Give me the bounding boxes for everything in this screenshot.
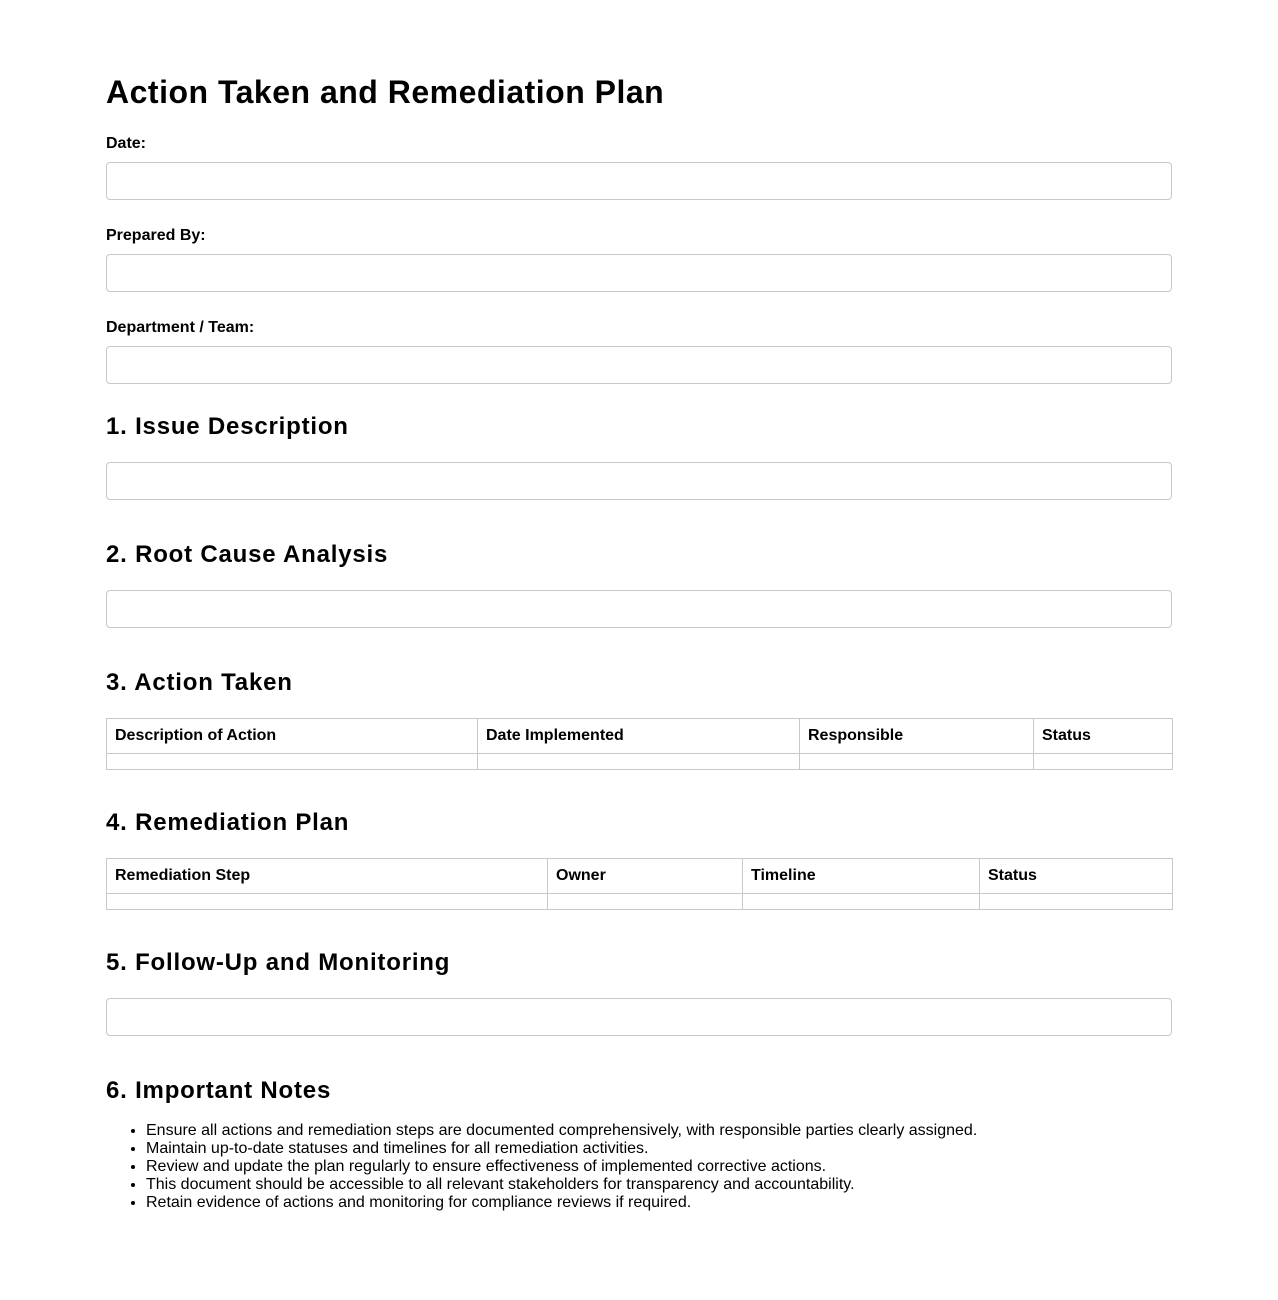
table-cell[interactable] — [1034, 754, 1173, 770]
table-cell[interactable] — [743, 894, 980, 910]
table-header-cell: Timeline — [743, 859, 980, 894]
follow-up-field[interactable] — [106, 998, 1172, 1036]
section-heading-notes: 6. Important Notes — [106, 1077, 332, 1104]
document-page — [106, 0, 1172, 1212]
list-item: • Maintain up-to-date statuses and timelines for all remediation activities. — [146, 1140, 1172, 1158]
root-cause-field[interactable] — [106, 590, 1172, 628]
list-item: • This document should be accessible to all relevant stakeholders for transparency and accountability. — [146, 1176, 1172, 1194]
table-cell[interactable] — [800, 754, 1034, 770]
department-field[interactable] — [106, 346, 1172, 384]
list-item: • Review and update the plan regularly to ensure effectiveness of implemented corrective actions. — [146, 1158, 1172, 1176]
table-header-cell: Description of Action — [107, 719, 478, 754]
issue-description-field[interactable] — [106, 462, 1172, 500]
table-cell[interactable] — [980, 894, 1173, 910]
prepared-by-label: Prepared By: — [106, 227, 206, 244]
table-cell[interactable] — [107, 754, 478, 770]
table-header-cell: Owner — [548, 859, 743, 894]
department-label: Department / Team: — [106, 319, 255, 336]
page-title: Action Taken and Remediation Plan — [106, 74, 665, 110]
section-heading-follow-up: 5. Follow-Up and Monitoring — [106, 949, 451, 976]
table-cell[interactable] — [548, 894, 743, 910]
table-cell[interactable] — [478, 754, 800, 770]
section-heading-issue: 1. Issue Description — [106, 413, 349, 440]
table-header-row — [107, 859, 1173, 894]
section-heading-action-taken: 3. Action Taken — [106, 669, 293, 696]
list-item: • Retain evidence of actions and monitoring for compliance reviews if required. — [146, 1194, 1172, 1212]
prepared-by-field[interactable] — [106, 254, 1172, 292]
table-header-cell: Status — [1034, 719, 1173, 754]
table-header-cell: Remediation Step — [107, 859, 548, 894]
section-heading-remediation: 4. Remediation Plan — [106, 809, 350, 836]
section-heading-root-cause: 2. Root Cause Analysis — [106, 541, 389, 568]
date-field[interactable] — [106, 162, 1172, 200]
table-cell[interactable] — [107, 894, 548, 910]
table-row — [107, 894, 1173, 910]
table-header-cell: Status — [980, 859, 1173, 894]
table-header-cell: Date Implemented — [478, 719, 800, 754]
table-row — [107, 754, 1173, 770]
important-notes-list — [106, 1122, 1172, 1212]
date-label: Date: — [106, 135, 147, 152]
remediation-plan-table — [106, 858, 1173, 910]
list-item: • Ensure all actions and remediation steps are documented comprehensively, with responsible parties clearly assigned. — [146, 1122, 1172, 1140]
table-header-row — [107, 719, 1173, 754]
table-header-cell: Responsible — [800, 719, 1034, 754]
action-taken-table — [106, 718, 1173, 770]
